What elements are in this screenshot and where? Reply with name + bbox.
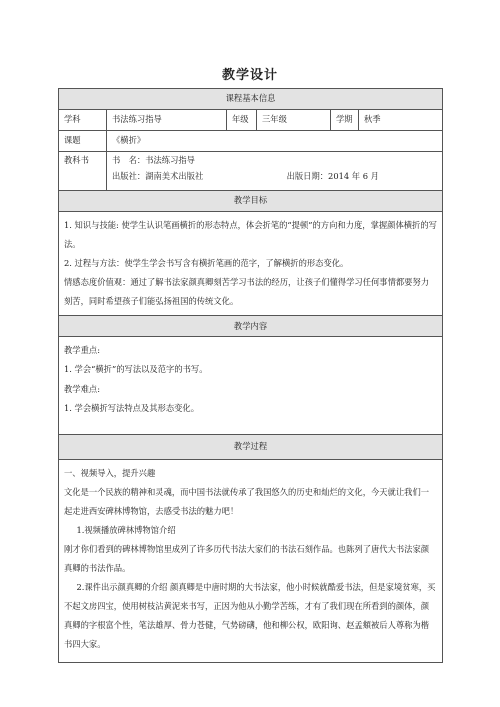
content-header: 教学内容 <box>59 316 443 337</box>
topic-label: 课题 <box>59 131 107 152</box>
publisher-text: 出版社：湖南美术出版社 <box>112 170 204 181</box>
document-title: 教学设计 <box>221 68 278 83</box>
process-header: 教学过程 <box>59 434 443 459</box>
difficult-points-label: 教学难点: <box>64 383 100 394</box>
topic-value: 《横折》 <box>107 131 443 152</box>
textbook-label: 教科书 <box>59 152 107 191</box>
term-value: 秋季 <box>359 110 443 131</box>
sub2-text: 2.课件出示颜真卿的介绍 颜真卿是中唐时期的大书法家，他小时候就酷爱书法，但是家境贫寒，买不起文房四宝，使用树枝沾黄泥来书写，正因为他从小勤学苦练，才有了我们现在所看到的颜体，颜真卿的字根富个性，笔法雄厚、骨力苍健，气势磅礴，他和柳公权，欧阳询、赵孟頫被后人尊称为楷书四大家。 <box>64 582 436 650</box>
term-label: 学期 <box>331 110 359 131</box>
process-body <box>59 459 443 663</box>
step1-text: 文化是一个民族的精神和灵魂，而中国书法就传承了我国悠久的历史和灿烂的文化，今天就让我们一起走进西安碑林博物馆，去感受书法的魅力吧！ <box>64 486 430 516</box>
subject-label: 学科 <box>59 110 107 131</box>
objectives-body <box>59 212 443 316</box>
objective-item: 情感态度价值观：通过了解书法家颜真卿刻苦学习书法的经历，让孩子们懂得学习任何事情都要努力刻苦，同时希望孩子们能弘扬祖国的传统文化。 <box>64 277 430 307</box>
objective-item: 1. 知识与技能: 使学生认识笔画横折的形态特点，体会折笔的“提顿”的方向和力度，掌握颜体横折的写法。 <box>64 220 437 250</box>
sub1-text: 刚才你们看到的碑林博物馆里成列了许多历代书法大家们的书法石刻作品。也陈列了唐代大书法家颜真卿的书法作品。 <box>64 544 430 574</box>
publisher-line <box>112 169 437 185</box>
key-points-label: 教学重点: <box>64 345 100 356</box>
content-body <box>59 337 443 434</box>
lesson-plan-table <box>58 88 443 663</box>
objective-item: 2. 过程与方法：使学生学会书写含有横折笔画的范字，了解横折的形态变化。 <box>64 258 349 269</box>
grade-value: 三年级 <box>257 110 331 131</box>
subject-value: 书法练习指导 <box>107 110 227 131</box>
step1-title: 一、视频导入，提升兴趣 <box>64 467 156 478</box>
objectives-header: 教学目标 <box>59 191 443 212</box>
difficult-point-item: 1. 学会横折写法特点及其形态变化。 <box>64 402 200 413</box>
sub1-title: 1.视频播放碑林博物馆介绍 <box>76 524 176 535</box>
grade-label: 年级 <box>227 110 257 131</box>
publish-date-text: 出版日期：2014 年 6 月 <box>286 170 379 181</box>
book-name-line: 书 名：书法练习指导 <box>112 155 195 165</box>
basic-info-header: 课程基本信息 <box>59 89 443 110</box>
key-point-item: 1. 学会“横折”的写法以及范字的书写。 <box>64 364 208 375</box>
textbook-info <box>107 152 443 191</box>
